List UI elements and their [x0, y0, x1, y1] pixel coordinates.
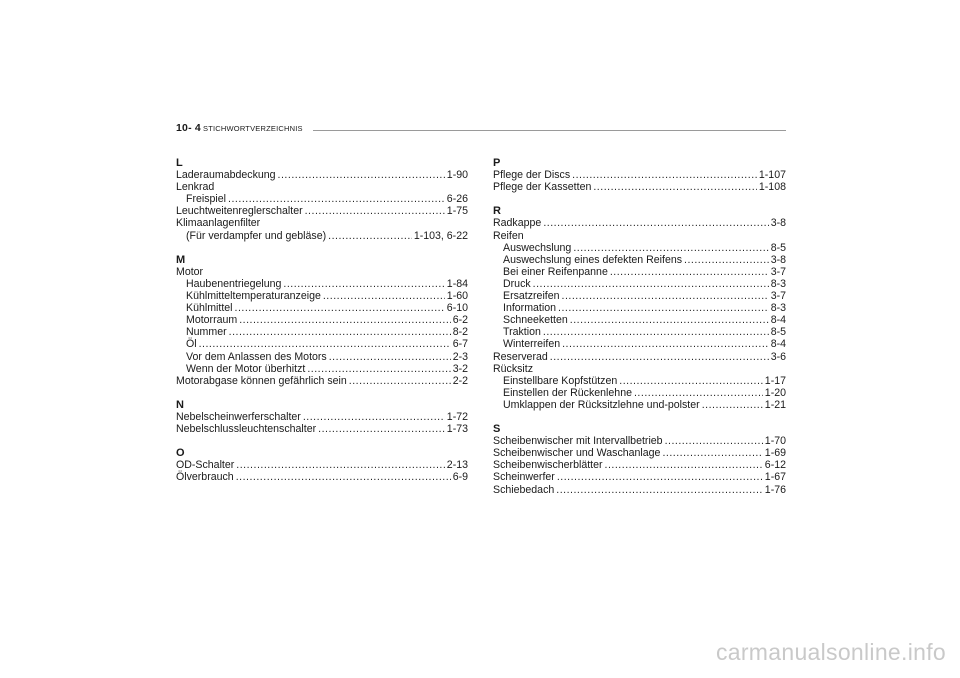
watermark: carmanualsonline.info	[715, 639, 946, 665]
index-page-ref: 1-73	[446, 423, 468, 436]
index-subentry	[176, 193, 468, 205]
index-subentry	[493, 338, 786, 350]
dot-leader	[323, 290, 445, 302]
spacer	[493, 193, 786, 205]
index-page-ref: 8-5	[770, 241, 786, 254]
index-subentry	[176, 278, 468, 290]
spacer	[176, 435, 468, 447]
index-term: Reserverad	[493, 350, 548, 363]
index-page-ref: 6-10	[446, 302, 468, 315]
index-page-ref: 6-12	[764, 459, 786, 472]
index-term: Pflege der Discs	[493, 169, 571, 182]
index-term: Scheibenwischer und Waschanlage	[493, 447, 661, 460]
dot-leader	[236, 471, 451, 483]
index-page-ref: 1-69	[764, 447, 786, 460]
index-term: Motor	[176, 265, 204, 278]
index-page-ref: 3-8	[770, 217, 786, 230]
index-page-ref: 1-67	[764, 471, 786, 484]
index-page-ref: 1-76	[764, 483, 786, 496]
index-term: Radkappe	[493, 217, 542, 230]
dot-leader	[228, 193, 445, 205]
index-entry	[493, 471, 786, 483]
dot-leader	[199, 338, 451, 350]
index-term: Umklappen der Rücksitzlehne und-polster	[503, 398, 700, 411]
spacer	[176, 387, 468, 399]
section-title: STICHWORTVERZEICHNIS	[203, 124, 303, 133]
dot-leader	[573, 242, 768, 254]
index-page-ref: 1-84	[446, 277, 468, 290]
dot-leader	[593, 181, 757, 193]
index-term: Nebelschlussleuchtenschalter	[176, 423, 317, 436]
index-term: Freispiel	[186, 193, 227, 206]
index-term: Scheibenwischerblätter	[493, 459, 603, 472]
index-page-ref: 1-70	[764, 435, 786, 448]
index-page-ref: 2-13	[446, 459, 468, 472]
index-page-ref: 8-3	[770, 277, 786, 290]
dot-leader	[605, 459, 763, 471]
index-page-ref: 8-3	[770, 302, 786, 315]
dot-leader	[684, 254, 769, 266]
index-letter-heading: R	[493, 205, 501, 218]
spacer	[176, 242, 468, 254]
index-entry	[493, 351, 786, 363]
dot-leader	[702, 399, 763, 411]
index-entry	[493, 435, 786, 447]
dot-leader	[572, 169, 757, 181]
dot-leader	[305, 205, 445, 217]
spacer	[493, 411, 786, 423]
index-subentry	[176, 351, 468, 363]
dot-leader	[329, 351, 451, 363]
index-term: Ölverbrauch	[176, 471, 234, 484]
dot-leader	[634, 387, 763, 399]
dot-leader	[239, 314, 450, 326]
dot-leader	[318, 423, 445, 435]
index-letter-heading: L	[176, 157, 183, 169]
index-subentry	[493, 254, 786, 266]
index-term: Nebelscheinwerferschalter	[176, 410, 301, 423]
index-term: Information	[503, 302, 556, 315]
index-term: Ersatzreifen	[503, 290, 560, 303]
index-entry	[493, 181, 786, 193]
dot-leader	[570, 314, 769, 326]
index-subentry	[493, 387, 786, 399]
index-term: Pflege der Kassetten	[493, 181, 592, 194]
dot-leader	[550, 351, 769, 363]
index-page-ref: 3-7	[770, 265, 786, 278]
index-term: Nummer	[186, 326, 227, 339]
index-term: Scheinwerfer	[493, 471, 555, 484]
index-term: Bei einer Reifenpanne	[503, 265, 608, 278]
index-page-ref: 1-90	[446, 169, 468, 182]
index-term: Rücksitz	[493, 362, 534, 375]
index-page-ref: 1-20	[764, 386, 786, 399]
index-term: Auswechslung eines defekten Reifens	[503, 253, 683, 266]
index-subentry	[493, 290, 786, 302]
index-page-ref: 1-103, 6-22	[413, 229, 468, 242]
index-entry	[493, 484, 786, 496]
dot-leader	[283, 278, 444, 290]
index-term: Motorabgase können gefährlich sein	[176, 374, 347, 387]
index-subentry	[493, 314, 786, 326]
index-column-left	[176, 157, 468, 484]
index-subentry	[176, 338, 468, 350]
index-subentry	[176, 314, 468, 326]
index-term: Laderaumabdeckung	[176, 169, 276, 182]
index-subentry	[493, 326, 786, 338]
index-page-ref: 2-3	[452, 350, 468, 363]
index-entry	[493, 169, 786, 181]
dot-leader	[543, 326, 769, 338]
dot-leader	[619, 375, 763, 387]
index-entry	[176, 205, 468, 217]
index-page-ref: 8-4	[770, 314, 786, 327]
dot-leader	[558, 302, 769, 314]
index-entry	[493, 217, 786, 229]
page-header	[176, 122, 786, 136]
index-group-heading	[176, 181, 468, 193]
index-page-ref: 8-4	[770, 338, 786, 351]
dot-leader	[236, 459, 445, 471]
index-group-heading	[493, 363, 786, 375]
index-group-heading	[493, 230, 786, 242]
index-term: Kühlmitteltemperaturanzeige	[186, 290, 321, 303]
index-subentry	[176, 230, 468, 242]
page-number: 10- 4	[176, 122, 201, 134]
dot-leader	[229, 326, 451, 338]
index-page-ref: 8-2	[452, 326, 468, 339]
index-term: Einstellen der Rückenlehne	[503, 386, 632, 399]
index-subentry	[176, 302, 468, 314]
index-letter-heading: M	[176, 253, 186, 266]
index-entry	[176, 471, 468, 483]
index-term: Druck	[503, 277, 531, 290]
index-page-ref: 1-75	[446, 205, 468, 218]
index-page-ref: 3-7	[770, 290, 786, 303]
index-subentry	[493, 278, 786, 290]
index-letter-heading: S	[493, 423, 501, 436]
index-subentry	[176, 290, 468, 302]
index-subentry	[493, 399, 786, 411]
index-term: Reifen	[493, 229, 524, 242]
index-page-ref: 8-5	[770, 326, 786, 339]
index-term: Motorraum	[186, 314, 238, 327]
dot-leader	[610, 266, 769, 278]
index-subentry	[493, 266, 786, 278]
index-page-ref: 1-72	[446, 410, 468, 423]
index-term: Öl	[186, 338, 197, 351]
dot-leader	[665, 435, 763, 447]
index-entry	[176, 169, 468, 181]
index-page-ref: 3-8	[770, 253, 786, 266]
dot-leader	[562, 338, 769, 350]
index-group-heading	[176, 266, 468, 278]
dot-leader	[662, 447, 762, 459]
index-letter-heading: P	[493, 157, 501, 169]
dot-leader	[235, 302, 445, 314]
index-entry	[493, 447, 786, 459]
dot-leader	[349, 375, 451, 387]
index-term: (Für verdampfer und gebläse)	[186, 229, 327, 242]
index-term: Klimaanlagenfilter	[176, 217, 261, 230]
dot-leader	[556, 484, 763, 496]
index-entry	[176, 459, 468, 471]
index-column-right	[493, 157, 786, 496]
index-subentry	[493, 242, 786, 254]
index-subentry	[176, 326, 468, 338]
index-page-ref: 3-6	[770, 350, 786, 363]
dot-leader	[278, 169, 445, 181]
index-term: Scheibenwischer mit Intervallbetrieb	[493, 435, 663, 448]
dot-leader	[328, 230, 412, 242]
header-rule	[313, 130, 786, 131]
index-subentry	[493, 302, 786, 314]
index-subentry	[493, 375, 786, 387]
index-page-ref: 1-108	[758, 181, 786, 194]
index-term: Schneeketten	[503, 314, 568, 327]
index-term: Lenkrad	[176, 181, 215, 194]
index-term: Kühlmittel	[186, 302, 233, 315]
index-group-heading	[176, 217, 468, 229]
dot-leader	[557, 471, 763, 483]
index-page-ref: 6-26	[446, 193, 468, 206]
index-term: Einstellbare Kopfstützen	[503, 374, 618, 387]
index-page-ref: 3-2	[452, 362, 468, 375]
index-entry	[493, 459, 786, 471]
dot-leader	[303, 411, 445, 423]
index-letter-heading: N	[176, 398, 184, 411]
index-page-ref: 6-7	[452, 338, 468, 351]
index-term: OD-Schalter	[176, 459, 235, 472]
index-term: Traktion	[503, 326, 541, 339]
index-page-ref: 1-21	[764, 398, 786, 411]
index-page-ref: 2-2	[452, 374, 468, 387]
index-entry	[176, 423, 468, 435]
dot-leader	[307, 363, 450, 375]
index-term: Auswechslung	[503, 241, 572, 254]
index-page-ref: 1-60	[446, 290, 468, 303]
index-page-ref: 1-107	[758, 169, 786, 182]
dot-leader	[562, 290, 769, 302]
index-entry	[176, 375, 468, 387]
dot-leader	[543, 217, 768, 229]
index-term: Wenn der Motor überhitzt	[186, 362, 306, 375]
index-letter-heading: O	[176, 447, 185, 460]
index-term: Winterreifen	[503, 338, 561, 351]
index-term: Haubenentriegelung	[186, 277, 282, 290]
index-page-ref: 6-2	[452, 314, 468, 327]
index-term: Leuchtweitenreglerschalter	[176, 205, 303, 218]
index-term: Vor dem Anlassen des Motors	[186, 350, 327, 363]
index-page-ref: 6-9	[452, 471, 468, 484]
index-entry	[176, 411, 468, 423]
index-term: Schiebedach	[493, 483, 555, 496]
dot-leader	[533, 278, 769, 290]
index-page-ref: 1-17	[764, 374, 786, 387]
index-subentry	[176, 363, 468, 375]
